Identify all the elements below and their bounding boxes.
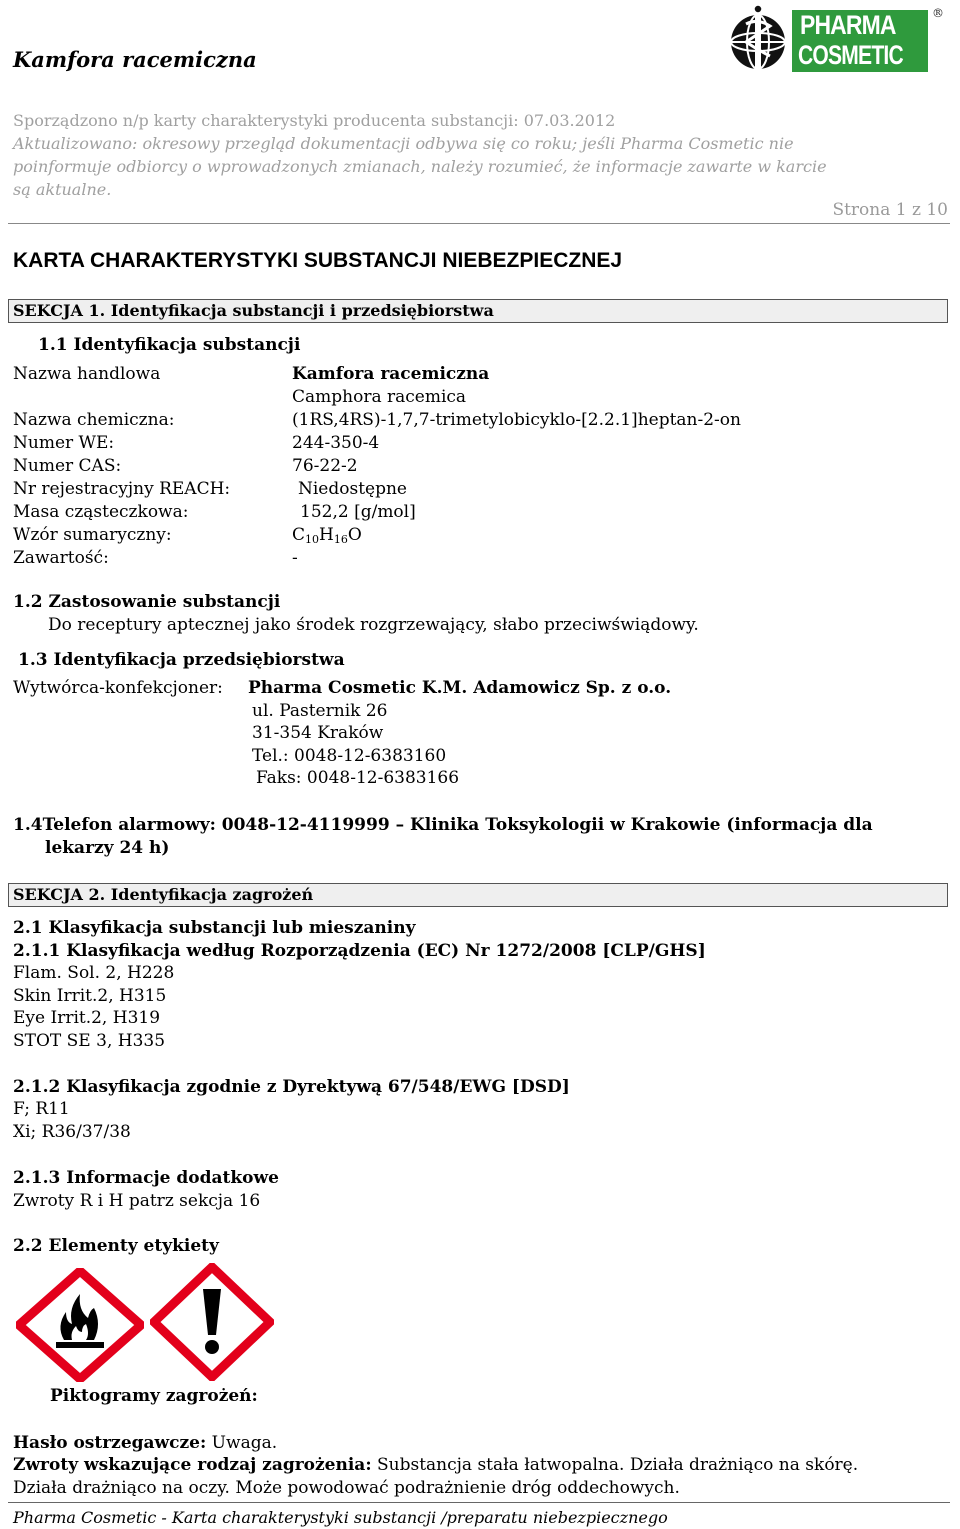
- emergency-phone-line1: 1.4Telefon alarmowy: 0048-12-4119999 – Klinika Toksykologii w Krakowie (informacja dla: [13, 815, 873, 835]
- section-1-heading: SEKCJA 1. Identyfikacja substancji i przedsiębiorstwa: [8, 299, 948, 323]
- address-phone: Tel.: 0048-12-6383160: [252, 746, 447, 766]
- pictograms-label: Piktogramy zagrożeń:: [50, 1386, 258, 1406]
- clp-item: Skin Irrit.2, H315: [13, 986, 167, 1006]
- address-street: ul. Pasternik 26: [252, 701, 388, 721]
- address-fax: Faks: 0048-12-6383166: [256, 768, 460, 788]
- label-reach-number: Nr rejestracyjny REACH:: [13, 479, 231, 499]
- card-title: KARTA CHARAKTERYSTYKI SUBSTANCJI NIEBEZPIECZNEJ: [13, 249, 623, 272]
- updated-note-line3: są aktualne.: [13, 180, 112, 199]
- value-molar-mass: 152,2 [g/mol]: [300, 502, 416, 522]
- label-ec-number: Numer WE:: [13, 433, 115, 453]
- value-chemical-name: (1RS,4RS)-1,7,7-trimetylobicyklo-[2.2.1]heptan-2-on: [292, 410, 741, 430]
- address-city: 31-354 Kraków: [252, 723, 384, 743]
- usage-text: Do receptury aptecznej jako środek rozgrzewający, słabo przeciwświądowy.: [48, 615, 699, 635]
- label-formula: Wzór sumaryczny:: [13, 525, 172, 545]
- header-rule: [8, 223, 950, 224]
- registered-mark: ®: [932, 6, 944, 20]
- clp-item: STOT SE 3, H335: [13, 1031, 166, 1051]
- subsection-1-3: 1.3 Identyfikacja przedsiębiorstwa: [18, 650, 345, 670]
- subsection-2-2: 2.2 Elementy etykiety: [13, 1236, 219, 1256]
- value-formula: C10H16O: [292, 525, 362, 546]
- footer-text: Pharma Cosmetic - Karta charakterystyki substancji /preparatu niebezpiecznego: [13, 1508, 668, 1527]
- document-title-italic: Kamfora racemiczna: [13, 47, 257, 72]
- label-chemical-name: Nazwa chemiczna:: [13, 410, 175, 430]
- label-trade-name: Nazwa handlowa: [13, 364, 161, 384]
- subsection-2-1: 2.1 Klasyfikacja substancji lub mieszaniny: [13, 918, 416, 938]
- logo-text-cosmetic: COSMETIC: [798, 40, 903, 70]
- prepared-note: Sporządzono n/p karty charakterystyki producenta substancji: 07.03.2012: [13, 111, 616, 130]
- value-ec-number: 244-350-4: [292, 433, 380, 453]
- page-number: Strona 1 z 10: [832, 200, 948, 220]
- dsd-item: F; R11: [13, 1099, 70, 1119]
- value-cas-number: 76-22-2: [292, 456, 358, 476]
- clp-item: Flam. Sol. 2, H228: [13, 963, 175, 983]
- subsection-2-1-3: 2.1.3 Informacje dodatkowe: [13, 1168, 279, 1188]
- value-trade-name: Kamfora racemiczna: [292, 364, 490, 384]
- label-content: Zawartość:: [13, 548, 109, 568]
- dsd-item: Xi; R36/37/38: [13, 1122, 131, 1142]
- subsection-1-1: 1.1 Identyfikacja substancji: [38, 335, 301, 355]
- updated-note-line1: Aktualizowano: okresowy przegląd dokumentacji odbywa się co roku; jeśli Pharma Cosmetic nie: [13, 134, 794, 153]
- value-manufacturer: Pharma Cosmetic K.M. Adamowicz Sp. z o.o.: [248, 678, 672, 698]
- value-reach-number: Niedostępne: [298, 479, 407, 499]
- logo-text-pharma: PHARMA: [800, 10, 896, 40]
- label-molar-mass: Masa cząsteczkowa:: [13, 502, 189, 522]
- flame-pictogram-icon: [16, 1268, 144, 1382]
- value-latin-name: Camphora racemica: [292, 387, 467, 407]
- footer-rule: [8, 1502, 950, 1503]
- value-content: -: [292, 548, 298, 568]
- additional-info: Zwroty R i H patrz sekcja 16: [13, 1191, 261, 1211]
- clp-item: Eye Irrit.2, H319: [13, 1008, 161, 1028]
- label-manufacturer: Wytwórca-konfekcjoner:: [13, 678, 223, 698]
- pharma-cosmetic-logo: [728, 4, 950, 76]
- globe-caduceus-icon: [728, 4, 790, 74]
- emergency-phone-line2: lekarzy 24 h): [45, 838, 170, 858]
- exclamation-pictogram-icon: [150, 1263, 274, 1381]
- hazard-statements-line2: Działa drażniąco na oczy. Może powodować podrażnienie dróg oddechowych.: [13, 1478, 680, 1498]
- label-cas-number: Numer CAS:: [13, 456, 122, 476]
- subsection-2-1-1: 2.1.1 Klasyfikacja według Rozporządzenia (EC) Nr 1272/2008 [CLP/GHS]: [13, 941, 706, 961]
- subsection-2-1-2: 2.1.2 Klasyfikacja zgodnie z Dyrektywą 67/548/EWG [DSD]: [13, 1077, 570, 1097]
- section-2-heading: SEKCJA 2. Identyfikacja zagrożeń: [8, 883, 948, 907]
- hazard-statements-line1: Zwroty wskazujące rodzaj zagrożenia: Substancja stała łatwopalna. Działa drażniąco na skórę.: [13, 1455, 859, 1475]
- updated-note-line2: poinformuje odbiorcy o wprowadzonych zmianach, należy rozumieć, że informacje zawarte w karcie: [13, 157, 827, 176]
- signal-word-line: Hasło ostrzegawcze: Uwaga.: [13, 1433, 278, 1453]
- subsection-1-2: 1.2 Zastosowanie substancji: [13, 592, 281, 612]
